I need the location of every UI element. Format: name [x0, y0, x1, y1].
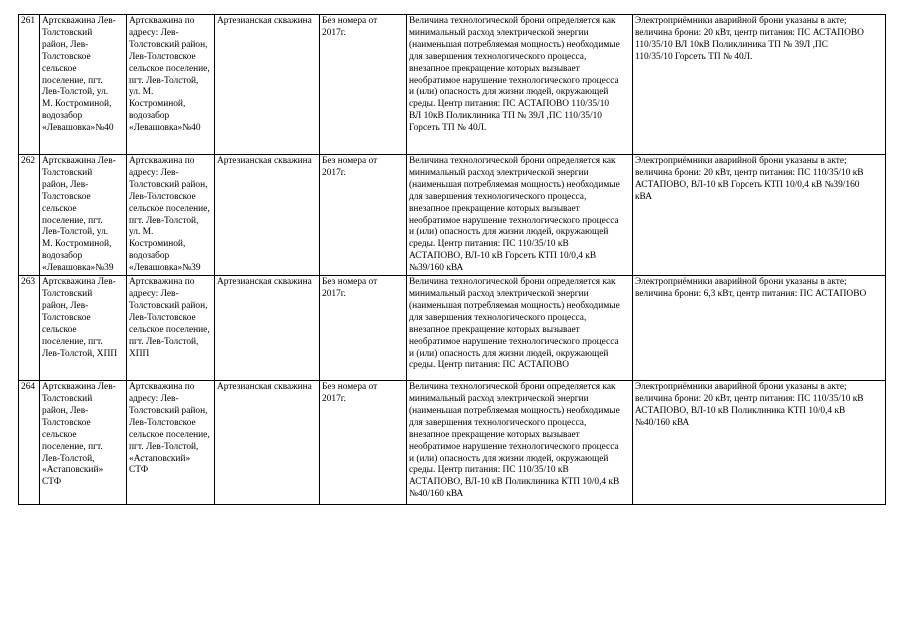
row-number-cell: 262 — [19, 155, 40, 276]
object-name-cell: Артскважина Лев- Толстовский район, Лев- Толстовское сельское поселение, пгт. Лев-Толстой, ул. М. Костроминой, водозабор «Левашовка»№40 — [40, 15, 127, 155]
note-cell: Электроприёмники аварийной брони указаны в акте; величина брони: 20 кВт, центр питания: ПС АСТАПОВО 110/35/10 ВЛ 10кВ Поликлиника ТП № 39Л ,ПС 110/35/10 Горсеть ТП № 40Л. — [633, 15, 886, 155]
object-name-cell: Артскважина Лев- Толстовский район, Лев- Толстовское сельское поселение, пгт. Лев-Толстой, «Астаповский» СТФ — [40, 381, 127, 505]
object-type-cell: Артезианская скважина — [215, 276, 320, 381]
row-number-cell: 261 — [19, 15, 40, 155]
object-name-cell: Артскважина Лев- Толстовский район, Лев- Толстовское сельское поселение, пгт. Лев-Толстой, ул. М. Костроминой, водозабор «Левашовка»№39 — [40, 155, 127, 276]
object-address-cell: Артскважина по адресу: Лев- Толстовский район, Лев-Толстовское сельское поселение, пгт. Лев-Толстой, ХПП — [127, 276, 215, 381]
note-cell: Электроприёмники аварийной брони указаны в акте; величина брони: 20 кВт, центр питания: ПС 110/35/10 кВ АСТАПОВО, ВЛ-10 кВ Поликлиника КТП 10/0,4 кВ №40/160 кВА — [633, 381, 886, 505]
table-row — [19, 155, 886, 276]
note-cell: Электроприёмники аварийной брони указаны в акте; величина брони: 6,3 кВт, центр питания: ПС АСТАПОВО — [633, 276, 886, 381]
object-type-cell: Артезианская скважина — [215, 15, 320, 155]
description-cell: Величина технологической брони определяется как минимальный расход электрической энергии (наименьшая потребляемая мощность) необходимые для завершения технологического процесса, внезапное прекращение которых вызывает необратимое нарушение технологического процесса и (или) опасность для жизни людей, окружающей среды. Центр питания: ПС 110/35/10 кВ АСТАПОВО, ВЛ-10 кВ Поликлиника КТП 10/0,4 кВ №40/160 кВА — [407, 381, 633, 505]
note-cell: Электроприёмники аварийной брони указаны в акте; величина брони: 20 кВт, центр питания: ПС 110/35/10 кВ АСТАПОВО, ВЛ-10 кВ Горсеть КТП 10/0,4 кВ №39/160 кВА — [633, 155, 886, 276]
table-row — [19, 381, 886, 505]
description-cell: Величина технологической брони определяется как минимальный расход электрической энергии (наименьшая потребляемая мощность) необходимые для завершения технологического процесса, внезапное прекращение которых вызывает необратимое нарушение технологического процесса и (или) опасность для жизни людей, окружающей среды. Центр питания: ПС АСТАПОВО — [407, 276, 633, 381]
object-type-cell: Артезианская скважина — [215, 155, 320, 276]
row-number-cell: 263 — [19, 276, 40, 381]
document-page — [18, 14, 885, 505]
document-number-cell: Без номера от 2017г. — [320, 15, 407, 155]
document-number-cell: Без номера от 2017г. — [320, 276, 407, 381]
table-row — [19, 276, 886, 381]
description-cell: Величина технологической брони определяется как минимальный расход электрической энергии (наименьшая потребляемая мощность) необходимые для завершения технологического процесса, внезапное прекращение которых вызывает необратимое нарушение технологического процесса и (или) опасность для жизни людей, окружающей среды. Центр питания: ПС АСТАПОВО 110/35/10 ВЛ 10кВ Поликлиника ТП № 39Л ,ПС 110/35/10 Горсеть ТП № 40Л. — [407, 15, 633, 155]
registry-table — [18, 14, 886, 505]
object-address-cell: Артскважина по адресу: Лев- Толстовский район, Лев-Толстовское сельское поселение, пгт. Лев-Толстой, ул. М. Костроминой, водозабор «Левашовка»№39 — [127, 155, 215, 276]
table-row — [19, 15, 886, 155]
object-address-cell: Артскважина по адресу: Лев- Толстовский район, Лев-Толстовское сельское поселение, пгт. Лев-Толстой, «Астаповский» СТФ — [127, 381, 215, 505]
document-number-cell: Без номера от 2017г. — [320, 155, 407, 276]
object-address-cell: Артскважина по адресу: Лев- Толстовский район, Лев-Толстовское сельское поселение, пгт. Лев-Толстой, ул. М. Костроминой, водозабор «Левашовка»№40 — [127, 15, 215, 155]
object-name-cell: Артскважина Лев- Толстовский район, Лев- Толстовское сельское поселение, пгт. Лев-Толстой, ХПП — [40, 276, 127, 381]
object-type-cell: Артезианская скважина — [215, 381, 320, 505]
row-number-cell: 264 — [19, 381, 40, 505]
description-cell: Величина технологической брони определяется как минимальный расход электрической энергии (наименьшая потребляемая мощность) необходимые для завершения технологического процесса, внезапное прекращение которых вызывает необратимое нарушение технологического процесса и (или) опасность для жизни людей, окружающей среды. Центр питания: ПС 110/35/10 кВ АСТАПОВО, ВЛ-10 кВ Горсеть КТП 10/0,4 кВ №39/160 кВА — [407, 155, 633, 276]
document-number-cell: Без номера от 2017г. — [320, 381, 407, 505]
